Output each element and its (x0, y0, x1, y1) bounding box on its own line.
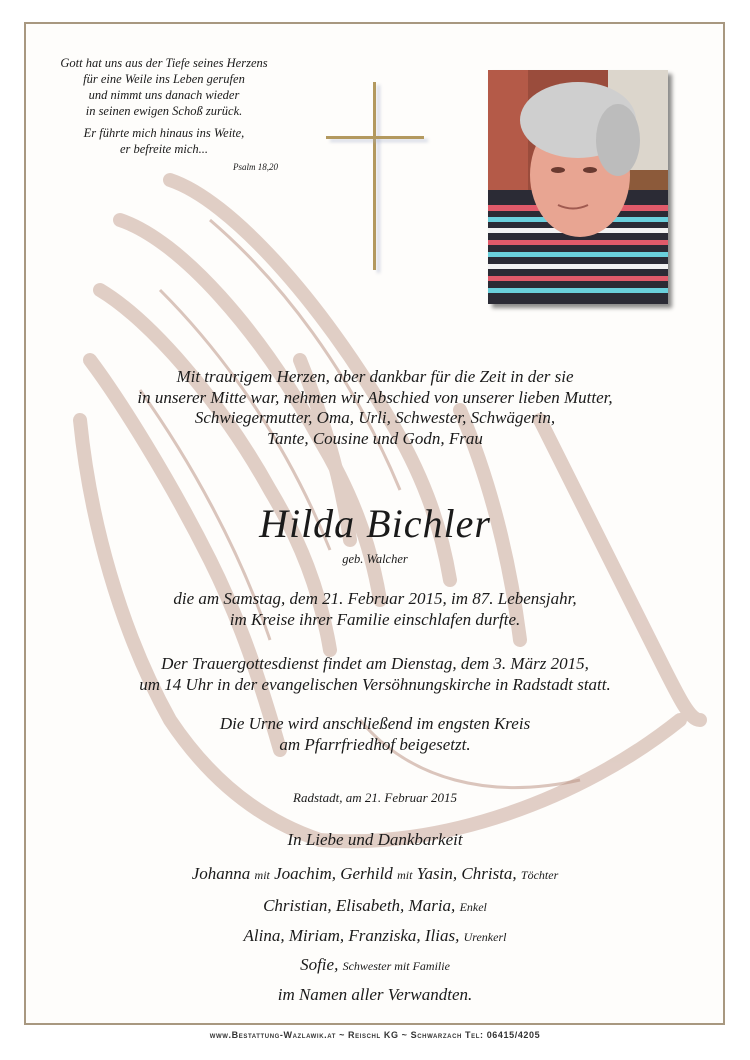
family-name: Yasin, Christa, (416, 864, 517, 883)
death-notice (40, 588, 710, 630)
intro-line: Tante, Cousine und Godn, Frau (267, 428, 483, 448)
quote-line: Er führte mich hinaus ins Weite, (83, 126, 245, 140)
intro-line: Schwiegermutter, Oma, Urli, Schwester, Schwägerin, (194, 408, 556, 427)
family-name: Johanna (191, 864, 251, 883)
burial-line: Die Urne wird anschließend im engsten Kreis (219, 714, 531, 733)
intro-text (60, 367, 690, 449)
quote-line: in seinen ewigen Schoß zurück. (85, 104, 243, 118)
quote-line: Gott hat uns aus der Tiefe seines Herzens (60, 56, 268, 70)
family-great-grandchildren (0, 926, 750, 946)
service-info (40, 653, 710, 695)
quote-line: für eine Weile ins Leben gerufen (83, 72, 245, 86)
family-name: Joachim, Gerhild (274, 864, 393, 883)
family-name: Alina, Miriam, Franziska, Ilias, (243, 926, 460, 945)
death-notice-line: im Kreise ihrer Familie einschlafen durfte. (229, 610, 521, 629)
signoff: In Liebe und Dankbarkeit (287, 830, 463, 849)
place-date: Radstadt, am 21. Februar 2015 (293, 790, 457, 805)
family-role: Schwester mit Familie (342, 959, 450, 973)
family-grandchildren (0, 896, 750, 916)
maiden-name: geb. Walcher (342, 552, 408, 566)
service-line: Der Trauergottesdienst findet am Dienstag, dem 3. März 2015, (161, 654, 589, 673)
burial-info (40, 713, 710, 755)
family-connector: mit (397, 868, 413, 882)
deceased-name: Hilda Bichler (259, 501, 491, 546)
intro-line: Mit traurigem Herzen, aber dankbar für die Zeit in der sie (176, 367, 574, 386)
quote-line: und nimmt uns danach wieder (88, 88, 240, 102)
family-connector: mit (254, 868, 270, 882)
portrait-photo (488, 70, 668, 304)
family-role: Töchter (520, 868, 559, 882)
family-daughters (0, 864, 750, 884)
family-closing: im Namen aller Verwandten. (277, 985, 473, 1004)
quote-line: er befreite mich... (119, 142, 209, 156)
quote-source: Psalm 18,20 (233, 162, 278, 172)
funeral-home-footer: www.Bestattung-Wazlawik.at ~ Reischl KG ~ Schwarzach Tel: 06415/4205 (209, 1030, 541, 1040)
scripture-quote (44, 55, 284, 175)
death-notice-line: die am Samstag, dem 21. Februar 2015, im 87. Lebensjahr, (173, 589, 577, 608)
family-sister (0, 955, 750, 975)
cross-icon (326, 82, 426, 274)
family-name: Christian, Elisabeth, Maria, (263, 896, 456, 915)
family-role: Urenkerl (463, 930, 507, 944)
service-line: um 14 Uhr in der evangelischen Versöhnungskirche in Radstadt statt. (139, 675, 611, 694)
intro-line: in unserer Mitte war, nehmen wir Abschied von unserer lieben Mutter, (137, 387, 613, 407)
family-name: Sofie, (300, 955, 339, 974)
burial-line: am Pfarrfriedhof beigesetzt. (279, 735, 471, 754)
family-role: Enkel (459, 900, 487, 914)
